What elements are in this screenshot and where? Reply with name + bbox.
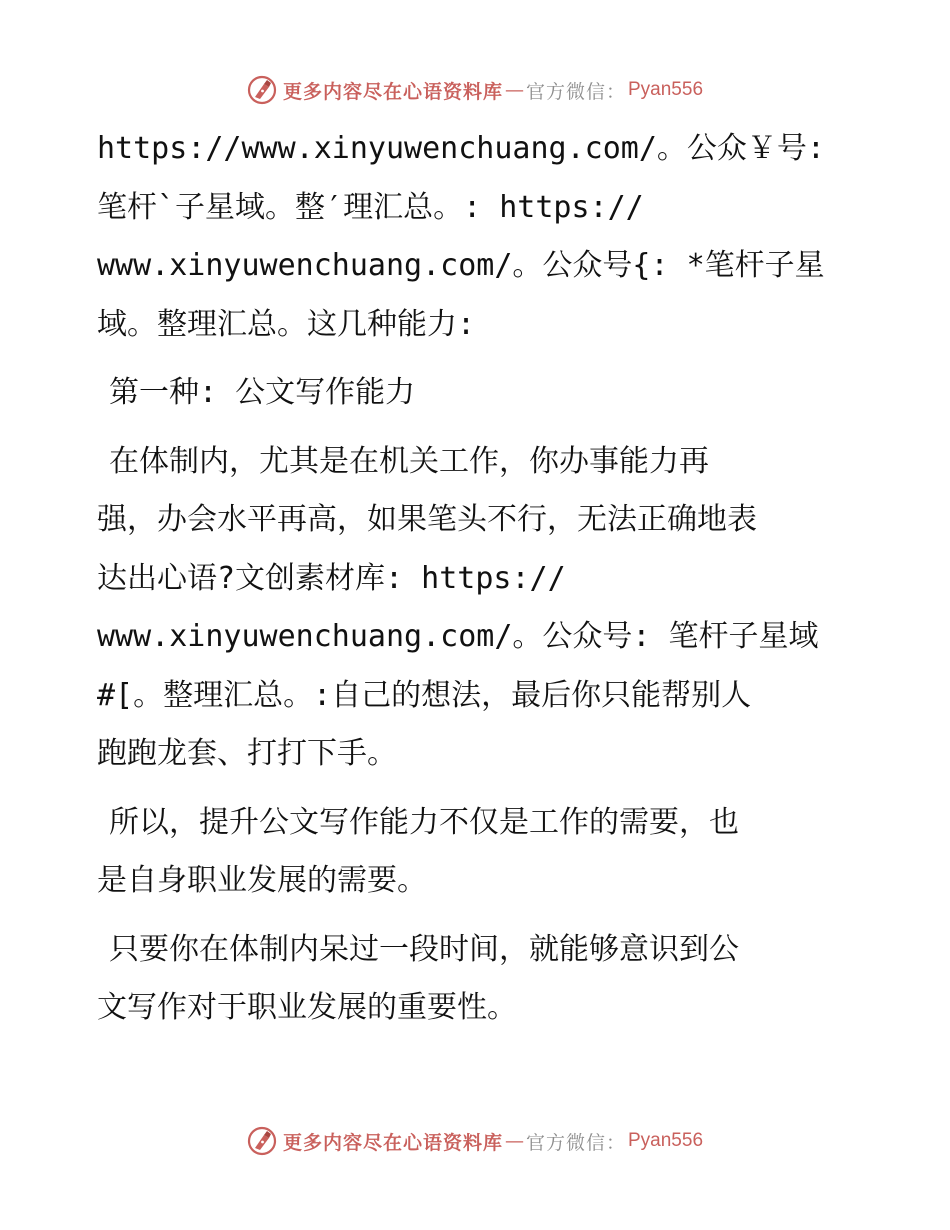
text-line: #[。整理汇总。:自己的想法，最后你只能帮别人	[97, 677, 752, 713]
header-watermark	[0, 70, 950, 110]
paragraph-1	[97, 120, 867, 354]
watermark-wechat-label: 官方微信：	[525, 1131, 626, 1154]
text-line: 文写作对于职业发展的重要性。	[97, 990, 517, 1025]
document-body	[97, 120, 867, 1038]
footer-watermark	[0, 1121, 950, 1161]
pen-nib-logo-icon	[247, 75, 277, 105]
pen-nib-logo-icon	[247, 1126, 277, 1156]
text-line: 是自身职业发展的需要。	[97, 863, 427, 898]
watermark-separator: —	[504, 1130, 524, 1152]
text-line: www.xinyuwenchuang.com/。公众号{: *笔杆子星	[97, 248, 825, 283]
text-line: 域。整理汇总。这几种能力:	[97, 306, 476, 342]
text-line: https://www.xinyuwenchuang.com/。公众￥号:	[97, 131, 825, 166]
text-line: www.xinyuwenchuang.com/。公众号: 笔杆子星域	[97, 619, 819, 654]
text-line: 笔杆`子星域。整′理汇总。: https://	[97, 189, 644, 225]
paragraph-2	[97, 433, 867, 784]
section-heading	[97, 364, 867, 423]
watermark-title: 更多内容尽在心语资料库	[282, 1131, 503, 1154]
text-line: 只要你在体制内呆过一段时间，就能够意识到公	[109, 931, 739, 967]
text-line: 强，办会水平再高，如果笔头不行，无法正确地表	[97, 502, 757, 537]
watermark-title: 更多内容尽在心语资料库	[282, 80, 503, 103]
watermark-separator: —	[504, 79, 524, 101]
paragraph-4	[97, 921, 867, 1038]
watermark-wechat-id: Pyan556	[628, 79, 704, 100]
heading-text: 第一种: 公文写作能力	[109, 375, 416, 410]
text-line: 达出心语?文创素材库: https://	[97, 560, 566, 596]
paragraph-3	[97, 794, 867, 911]
text-line: 跑跑龙套、打打下手。	[97, 736, 397, 771]
watermark-wechat-label: 官方微信：	[525, 80, 626, 103]
text-line: 在体制内，尤其是在机关工作，你办事能力再	[109, 443, 709, 479]
watermark-wechat-id: Pyan556	[628, 1130, 704, 1151]
text-line: 所以，提升公文写作能力不仅是工作的需要，也	[109, 804, 739, 840]
